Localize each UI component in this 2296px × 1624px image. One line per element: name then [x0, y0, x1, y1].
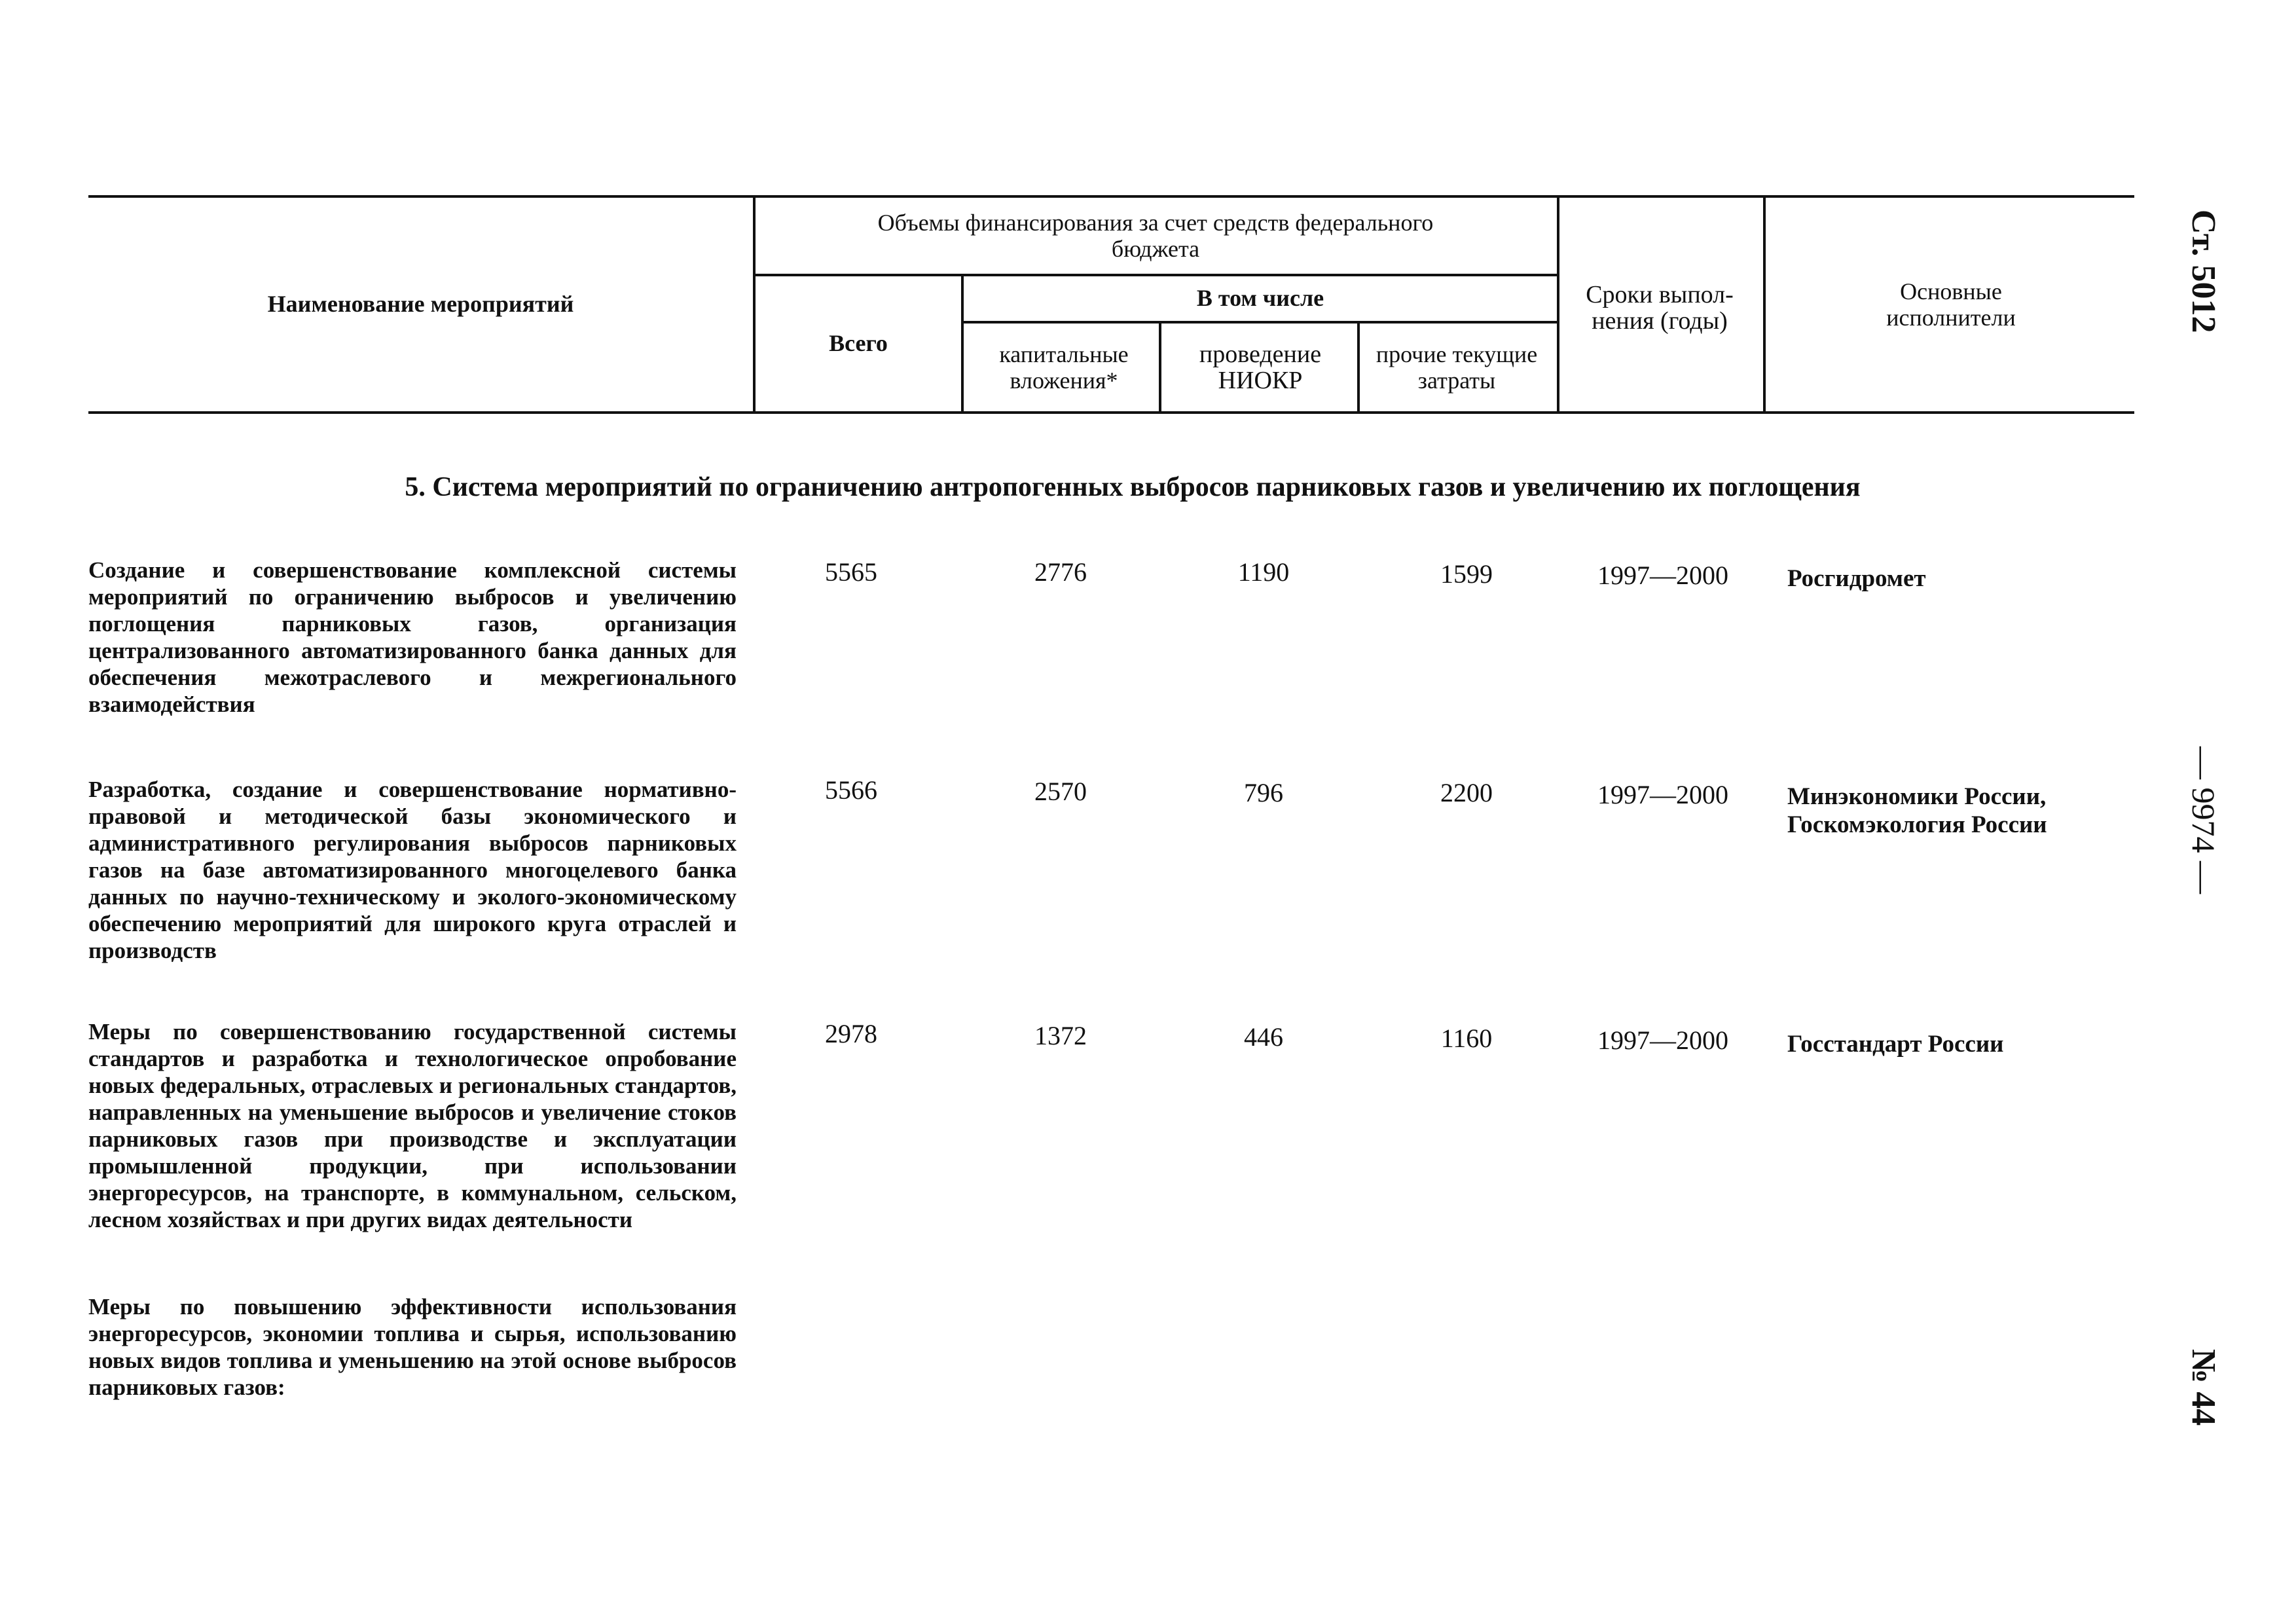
header-funding-group: Объемы финансирования за счет средств федерального бюджета — [877, 210, 1434, 262]
row-1-executor: Росгидромет — [1787, 565, 1926, 592]
issue-number: № 44 — [2185, 1349, 2222, 1426]
header-bottom-rule — [88, 411, 2134, 414]
row-2-niokr: 796 — [1244, 778, 1283, 807]
row-2-executor: Минэкономики России, Госкомэкология России — [1787, 783, 2047, 838]
row-3-executor: Госстандарт России — [1787, 1031, 2004, 1058]
row-3-total: 2978 — [825, 1019, 877, 1048]
header-name-of-activities: Наименование мероприятий — [267, 291, 574, 317]
row-1-terms: 1997—2000 — [1597, 561, 1728, 590]
header-total: Всего — [829, 330, 888, 356]
row-2-other: 2200 — [1440, 778, 1493, 807]
row-2-description: Разработка, создание и совершенствование нормативно-правовой и методической базы экономического и административного регулирования выбросов парниковых газов на базе автоматизированного многоцелевого банка данных по научно-техническому и эколого-экономическому обеспечению мероприятий для широкого круга отраслей и производств — [88, 777, 737, 963]
header-including: В том числе — [1196, 285, 1324, 311]
row-3-capital: 1372 — [1034, 1021, 1087, 1050]
row-1-description: Создание и совершенствование комплексной системы мероприятий по ограничению выбросов и увеличению поглощения парниковых газов, организация централизованного автоматизированного банка данных для обеспечения межотраслевого и межрегионального взаимодействия — [88, 557, 737, 717]
row-2-total: 5566 — [825, 775, 877, 805]
row-2-terms: 1997—2000 — [1597, 780, 1728, 809]
row-1-other: 1599 — [1440, 559, 1493, 589]
section-title: 5. Система мероприятий по ограничению антропогенных выбросов парниковых газов и увеличению их поглощения — [405, 472, 1861, 502]
row-3-niokr: 446 — [1244, 1022, 1283, 1052]
row-1-total: 5565 — [825, 557, 877, 587]
col-divider-4 — [1357, 322, 1360, 413]
col-divider-5 — [1557, 196, 1559, 413]
header-executors: Основные исполнители — [1886, 278, 2016, 331]
page-reference: Ст. 5012 — [2185, 210, 2222, 333]
document-number: — 9974 — — [2185, 747, 2222, 894]
header-capital: капитальные вложения* — [999, 341, 1129, 394]
trailing-paragraph: Меры по повышению эффективности использования энергоресурсов, экономии топлива и сырья, использованию новых видов топлива и уменьшению на этой основе выбросов парниковых газов: — [88, 1294, 737, 1400]
col-divider-6 — [1763, 196, 1766, 413]
row-2-capital: 2570 — [1034, 777, 1087, 806]
row-3-terms: 1997—2000 — [1597, 1025, 1728, 1055]
header-niokr: проведение НИОКР — [1199, 341, 1322, 394]
row-3-description: Меры по совершенствованию государственной системы стандартов и разработка и технологическое опробование новых федеральных, отраслевых и региональных стандартов, направленных на уменьшение выбросов и увеличение стоков парниковых газов при производстве и эксплуатации промышленной продукции, при использовании энергоресурсов, на транспорте, в коммунальном, сельском, лесном хозяйствах и при других видах деятельности — [88, 1019, 737, 1232]
header-other: прочие текущие затраты — [1376, 341, 1538, 394]
row-3-other: 1160 — [1440, 1024, 1493, 1053]
row-1-capital: 2776 — [1034, 557, 1087, 587]
row-1-niokr: 1190 — [1237, 557, 1290, 587]
header-terms: Сроки выпол-нения (годы) — [1586, 281, 1734, 335]
col-divider-3 — [1159, 322, 1161, 413]
